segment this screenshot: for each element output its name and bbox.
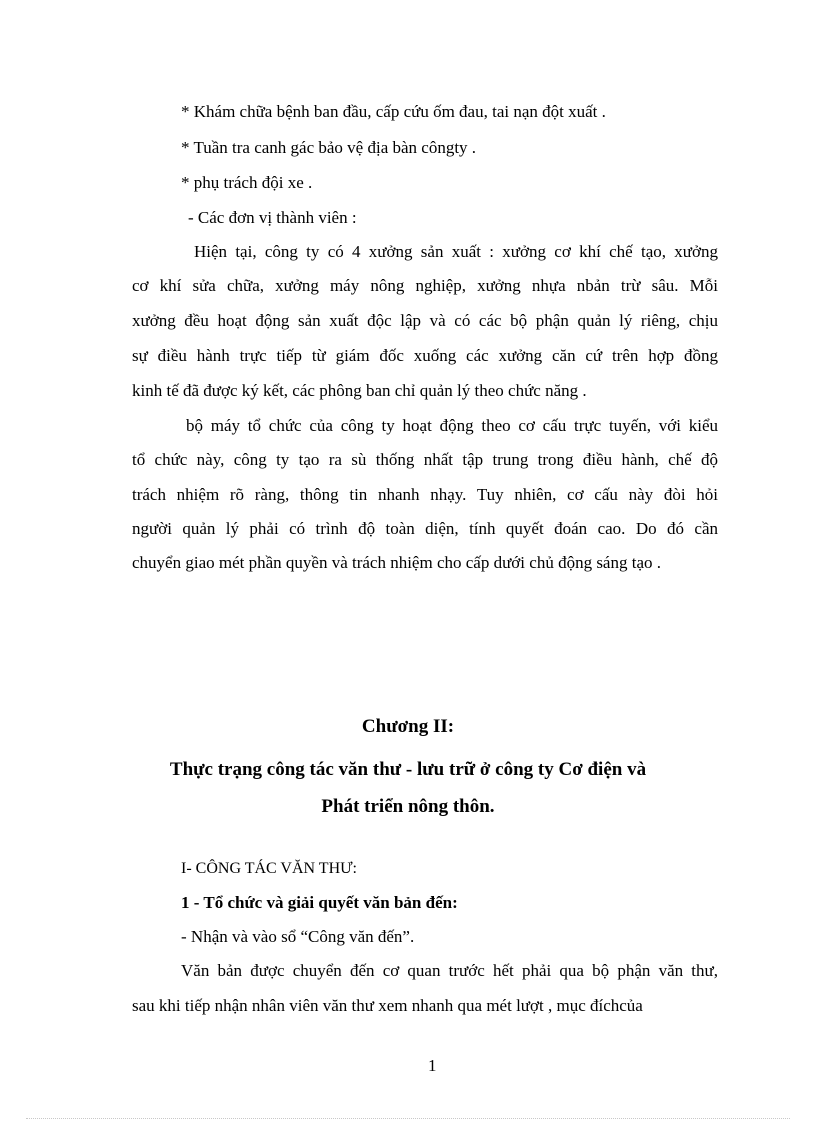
paragraph-line: sau khi tiếp nhận nhân viên văn thư xem nhanh qua mét lượt , mục đíchcủa: [132, 996, 643, 1015]
paragraph-line: Văn bản được chuyển đến cơ quan trước hết phải qua bộ phận văn thư,: [181, 961, 718, 980]
paragraph-line: Hiện tại, công ty có 4 xưởng sản xuất : xưởng cơ khí chế tạo, xưởng: [194, 242, 718, 261]
chapter-title-line-1: Thực trạng công tác văn thư - lưu trữ ở công ty Cơ điện và: [169, 759, 647, 780]
paragraph-line: người quản lý phải có trình độ toàn diện, tính quyết đoán cao. Do đó cần: [132, 519, 718, 538]
footer-dotted-rule: [26, 1118, 790, 1119]
paragraph-line: tổ chức này, công ty tạo ra sù thống nhất tập trung trong điều hành, chế độ: [132, 450, 718, 469]
paragraph-line: bộ máy tổ chức của công ty hoạt động theo cơ cấu trực tuyến, với kiểu: [186, 416, 718, 435]
bullet-line-2: * Tuần tra canh gác bảo vệ địa bàn côngty .: [181, 138, 477, 157]
paragraph-line: trách nhiệm rõ ràng, thông tin nhanh nhạy. Tuy nhiên, cơ cấu này đòi hỏi: [132, 485, 718, 504]
chapter-number: Chương II:: [361, 716, 455, 737]
bullet-line-1: * Khám chữa bệnh ban đầu, cấp cứu ốm đau, tai nạn đột xuất .: [181, 102, 606, 121]
paragraph-line: xưởng đều hoạt động sản xuất độc lập và có các bộ phận quản lý riêng, chịu: [132, 311, 718, 330]
section-item: - Nhận và vào sổ “Công văn đến”.: [181, 927, 415, 946]
section-heading: I- CÔNG TÁC VĂN THƯ:: [181, 860, 357, 877]
paragraph-line: sự điều hành trực tiếp từ giám đốc xuống các xưởng căn cứ trên hợp đồng: [132, 346, 718, 365]
page-number: 1: [428, 1056, 437, 1075]
bullet-line-3: * phụ trách đội xe .: [181, 173, 313, 192]
section-subheading: 1 - Tổ chức và giải quyết văn bản đến:: [181, 893, 458, 912]
chapter-title-line-2: Phát triển nông thôn.: [321, 796, 495, 817]
paragraph-line: kinh tế đã được ký kết, các phông ban chỉ quản lý theo chức năng .: [132, 381, 587, 400]
paragraph-line: chuyển giao mét phần quyền và trách nhiệm cho cấp dưới chủ động sáng tạo .: [132, 553, 661, 572]
member-units-line: - Các đơn vị thành viên :: [188, 208, 357, 227]
paragraph-line: cơ khí sửa chữa, xưởng máy nông nghiệp, xưởng nhựa nbản trừ sâu. Mỗi: [132, 276, 718, 295]
